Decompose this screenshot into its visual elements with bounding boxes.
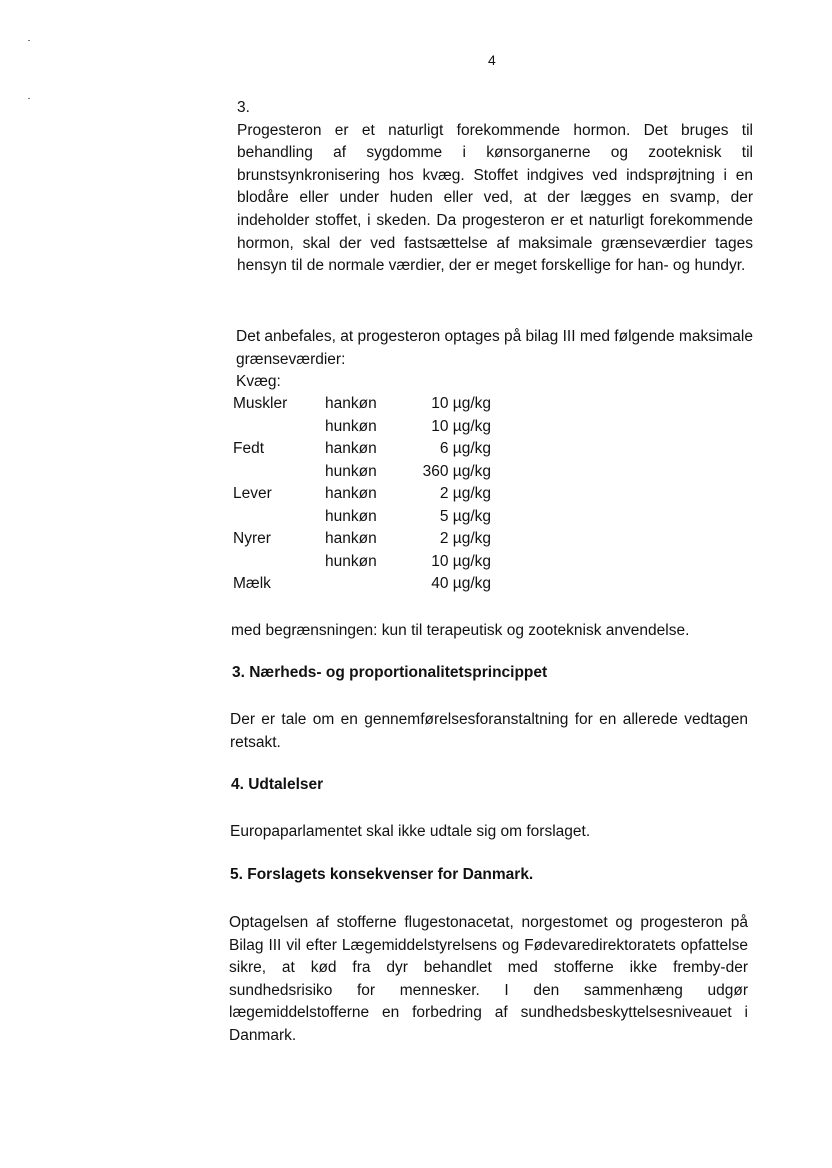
page-number: 4: [488, 52, 496, 68]
sex-cell: hunkøn: [325, 462, 377, 480]
tissue-cell: Fedt: [233, 440, 265, 457]
tissue-cell: [233, 461, 325, 484]
restriction-text: med begrænsningen: kun til terapeutisk og zooteknisk anvendelse.: [231, 622, 690, 639]
section-heading-statements: 4. Udtalelser: [231, 776, 324, 793]
section-3-intro: [237, 97, 753, 278]
limits-table-row: [233, 483, 491, 506]
section-body-statements: Europaparlamentet skal ikke udtale sig om forslaget.: [230, 823, 591, 840]
section-number: 3.: [237, 99, 250, 116]
limits-table-row: [233, 573, 491, 596]
limit-value-cell: 40 µg/kg: [431, 575, 491, 592]
sex-cell: hunkøn: [325, 507, 377, 525]
section-body-consequences: Optagelsen af stofferne flugestonacetat, norgestomet og progesteron på Bilag III vil efter Lægemiddelstyrelsens og Fødevaredirektoratets opfattelse sikre, at kød fra dyr behandlet med stofferne ikke fremby-der sundhedsrisiko for mennesker. I den sammenhæng udgør lægemiddelstofferne en forbedring af sundhedsbeskyttelsesniveauet i Danmark.: [229, 914, 748, 1044]
limit-value-cell: 2 µg/kg: [439, 485, 491, 502]
sex-cell: hunkøn: [325, 417, 377, 435]
tissue-cell: Mælk: [233, 575, 271, 592]
limit-value-cell: 6 µg/kg: [439, 440, 491, 457]
species-label: Kvæg:: [236, 373, 281, 391]
limits-table-row: [233, 438, 491, 461]
tissue-cell: Muskler: [233, 395, 288, 412]
residue-limits-table: [233, 393, 491, 596]
tissue-cell: Nyrer: [233, 530, 271, 547]
limit-value-cell: 10 µg/kg: [431, 395, 491, 412]
limits-table-row: [233, 551, 491, 574]
tissue-cell: [233, 506, 325, 529]
scan-speck: [28, 98, 30, 99]
scan-speck: [28, 40, 30, 41]
sex-cell: [325, 573, 391, 596]
limit-value-cell: 10 µg/kg: [431, 552, 491, 570]
limits-table-row: [233, 506, 491, 529]
recommendation-paragraph: [236, 326, 753, 394]
tissue-cell: [233, 416, 325, 439]
sex-cell: hankøn: [325, 530, 377, 547]
limit-value-cell: 5 µg/kg: [439, 507, 491, 525]
limits-table-row: [233, 528, 491, 551]
limits-table-row: [233, 461, 491, 484]
section-body-proportionality: Der er tale om en gennemførelsesforanstaltning for en allerede vedtagen retsakt.: [230, 711, 748, 751]
limit-value-cell: 360 µg/kg: [422, 462, 491, 480]
sex-cell: hunkøn: [325, 552, 377, 570]
sex-cell: hankøn: [325, 440, 377, 457]
limit-value-cell: 10 µg/kg: [431, 417, 491, 435]
sex-cell: hankøn: [325, 395, 377, 412]
limits-table-row: [233, 393, 491, 416]
sex-cell: hankøn: [325, 485, 377, 502]
section-heading-proportionality: 3. Nærheds- og proportionalitetsprincippet: [232, 664, 548, 681]
limits-table-row: [233, 416, 491, 439]
tissue-cell: [233, 551, 325, 574]
section-heading-consequences: 5. Forslagets konsekvenser for Danmark.: [230, 866, 534, 883]
limit-value-cell: 2 µg/kg: [439, 530, 491, 547]
tissue-cell: Lever: [233, 485, 272, 502]
progesterone-description: Progesteron er et naturligt forekommende hormon. Det bruges til behandling af sygdomme i kønsorganerne og zooteknisk til brunstsynkronisering hos kvæg. Stoffet indgives ved indsprøjtning i en blodåre eller under huden eller ved, at der lægges en svamp, der indeholder stoffet, i skeden. Da progesteron er et naturligt forekommende hormon, skal der ved fastsættelse af maksimale grænseværdier tages hensyn til de normale værdier, der er meget forskellige for han- og hundyr.: [237, 121, 753, 275]
recommendation-text: Det anbefales, at progesteron optages på bilag III med følgende maksimale grænseværdier:: [236, 328, 753, 368]
